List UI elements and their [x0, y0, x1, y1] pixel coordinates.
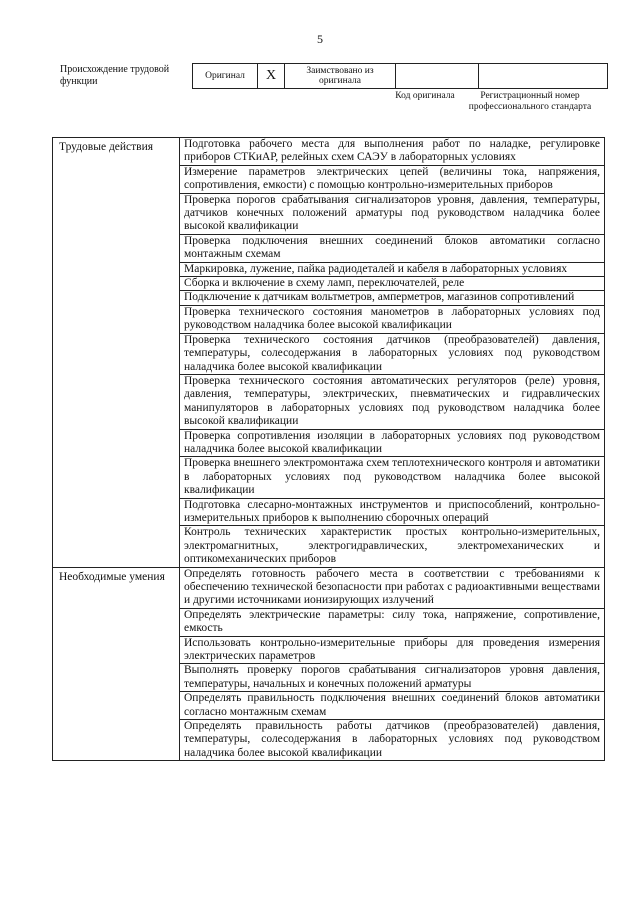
list-item: Проверка технического состояния манометров в лабораторных условиях под руководством наладчика более высокой квалификации: [180, 306, 604, 334]
list-item: Подготовка рабочего места для выполнения работ по наладке, регулировке приборов СТКиАР, релейных схем САЭУ в лабораторных условиях: [180, 138, 604, 166]
list-item: Подготовка слесарно-монтажных инструментов и приспособлений, контрольно-измерительных приборов к выполнению сборочных операций: [180, 499, 604, 527]
list-item: Измерение параметров электрических цепей (величины тока, напряжения, сопротивления, емкости) с помощью контрольно-измерительных приборов: [180, 166, 604, 194]
section-title: Необходимые умения: [53, 567, 180, 761]
list-item: Проверка технического состояния автоматических регуляторов (реле) уровня, давления, температуры, электрических, пневматических и гидравлических манипуляторов в лабораторных условиях под руководством наладчика более высокой квалификации: [180, 375, 604, 430]
list-item: Проверка внешнего электромонтажа схем теплотехнического контроля и автоматики в лабораторных условиях под руководством наладчика более высокой квалификации: [180, 457, 604, 498]
list-item: Выполнять проверку порогов срабатывания сигнализаторов уровня давления, температуры, начальных и конечных положений арматуры: [180, 664, 604, 692]
list-item: Определять правильность подключения внешних соединений блоков автоматики согласно монтажным схемам: [180, 692, 604, 720]
list-item: Определять готовность рабочего места в соответствии с требованиями к обеспечению технической безопасности при работах с радиоактивными веществами и другими источниками ионизирующих излучений: [180, 568, 604, 609]
origin-label: Происхождение трудовой функции: [60, 64, 170, 87]
original-label: Оригинал: [193, 64, 258, 88]
functions-table: [52, 137, 605, 761]
list-item: Определять электрические параметры: силу тока, напряжение, сопротивление, емкость: [180, 609, 604, 637]
list-item: Проверка технического состояния датчиков (преобразователей) давления, температуры, солесодержания в лабораторных условиях под руководством наладчика более высокой квалификации: [180, 334, 604, 375]
origin-captions: [384, 91, 594, 113]
section-row-actions: [53, 138, 605, 568]
page-number: 5: [317, 32, 323, 46]
section-title: Трудовые действия: [53, 138, 180, 568]
list-item: Определять правильность работы датчиков (преобразователей) давления, температуры, солесодержания в лабораторных условиях под руководством наладчика более высокой квалификации: [184, 720, 600, 759]
reg-caption: Регистрационный номер профессионального стандарта: [468, 91, 592, 112]
list-item: Маркировка, лужение, пайка радиодеталей и кабеля в лабораторных условиях: [180, 263, 604, 277]
list-item: Использовать контрольно-измерительные приборы для проведения измерения электрических параметров: [180, 637, 604, 665]
section-row-skills: [53, 567, 605, 761]
borrowed-label: Заимствовано из оригинала: [285, 64, 396, 88]
list-item: Проверка сопротивления изоляции в лабораторных условиях под руководством наладчика более высокой квалификации: [180, 430, 604, 458]
list-item: Контроль технических характеристик простых контрольно-измерительных, электромагнитных, электрогидравлических, электромеханических и оптикомеханических приборов: [184, 526, 600, 566]
list-item: Подключение к датчикам вольтметров, амперметров, магазинов сопротивлений: [180, 291, 604, 305]
section-items: [180, 567, 605, 761]
original-mark: X: [258, 64, 285, 88]
section-items: [180, 138, 605, 568]
list-item: Проверка порогов срабатывания сигнализаторов уровня, давления, температуры, датчиков конечных положений арматуры под руководством наладчика более высокой квалификации: [180, 194, 604, 235]
list-item: Проверка подключения внешних соединений блоков автоматики согласно монтажным схемам: [180, 235, 604, 263]
reg-cell: [479, 64, 607, 88]
list-item: Сборка и включение в схему ламп, переключателей, реле: [180, 277, 604, 291]
origin-table: [192, 63, 608, 89]
code-cell: [396, 64, 479, 88]
code-caption: Код оригинала: [395, 91, 455, 101]
